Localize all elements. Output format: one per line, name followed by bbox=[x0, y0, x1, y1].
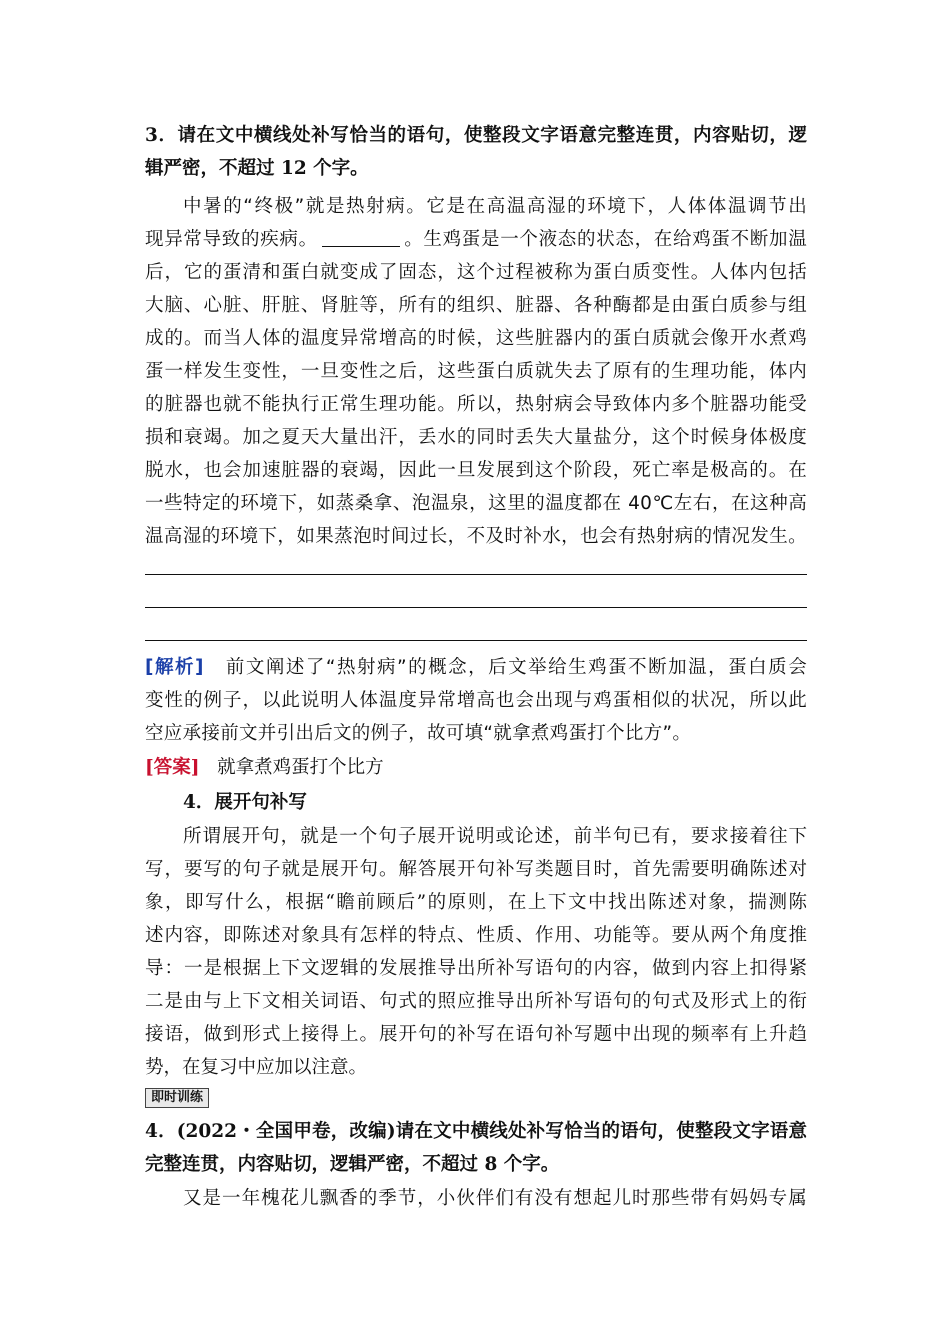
body-line: 象，即写什么，根据“瞻前顾后”的原则，在上下文中找出陈述对象，揣测陈 bbox=[145, 892, 807, 913]
body-line: 述内容，即陈述对象具有怎样的特点、性质、作用、功能等。要从两个角度推 bbox=[145, 925, 807, 946]
passage-line: 大脑、心脏、肝脏、肾脏等，所有的组织、脏器、各种酶都是由蛋白质参与组 bbox=[145, 295, 807, 316]
passage-line: 损和衰竭。加之夏天大量出汗，丢水的同时丢失大量盐分，这个时候身体极度 bbox=[145, 427, 807, 448]
q4-source: 4．(2022・全国甲卷，改编) bbox=[145, 1121, 396, 1142]
passage-line: 的脏器也就不能执行正常生理功能。所以，热射病会导致体内多个脏器功能受 bbox=[145, 394, 807, 415]
analysis-line: 变性的例子，以此说明人体温度异常增高也会出现与鸡蛋相似的状况，所以此 bbox=[145, 690, 807, 711]
analysis-line: 空应承接前文并引出后文的例子，故可填“就拿煮鸡蛋打个比方”。 bbox=[145, 723, 692, 744]
question-3-stem bbox=[145, 119, 807, 185]
answer-line[interactable] bbox=[145, 583, 807, 616]
analysis-label: [解析] bbox=[145, 657, 204, 678]
body-line: 势，在复习中应加以注意。 bbox=[145, 1057, 368, 1078]
q3-stem-line: 辑严密，不超过 12 个字。 bbox=[145, 158, 369, 179]
practice-tag: 即时训练 bbox=[145, 1088, 209, 1108]
body-line: 二是由与上下文相关词语、句式的照应推导出所补写语句的句式及形式上的衔 bbox=[145, 991, 807, 1012]
answer-block bbox=[145, 751, 807, 784]
analysis-text: 前文阐述了“热射病”的概念，后文举给生鸡蛋不断加温，蛋白质会 bbox=[225, 657, 807, 678]
analysis-block bbox=[145, 651, 807, 750]
answer-line[interactable] bbox=[145, 616, 807, 649]
passage-line: 脱水，也会加速脏器的衰竭，因此一旦发展到这个阶段，死亡率是极高的。在 bbox=[145, 460, 807, 481]
fill-in-blank[interactable] bbox=[322, 226, 400, 247]
passage-line: 蛋一样发生变性，一旦变性之后，这些蛋白质就失去了原有的生理功能，体内 bbox=[145, 361, 807, 382]
passage-text: 。生鸡蛋是一个液态的状态，在给鸡蛋不断加温 bbox=[403, 229, 807, 250]
passage-line: 一些特定的环境下，如蒸桑拿、泡温泉，这里的温度都在 40℃左右，在这种高 bbox=[145, 493, 807, 514]
q4-stem-text: 请在文中横线处补写恰当的语句，使整段文字语意 bbox=[395, 1121, 807, 1142]
question-4 bbox=[145, 1115, 807, 1181]
answer-line[interactable] bbox=[145, 550, 807, 583]
section-4-body bbox=[145, 820, 807, 1084]
question-4-passage bbox=[145, 1182, 807, 1215]
q3-stem-line: 3．请在文中横线处补写恰当的语句，使整段文字语意完整连贯，内容贴切，逻 bbox=[145, 125, 807, 146]
passage-line: 又是一年槐花儿飘香的季节，小伙伴们有没有想起儿时那些带有妈妈专属 bbox=[183, 1188, 807, 1209]
body-line: 所谓展开句，就是一个句子展开说明或论述，前半句已有，要求接着往下 bbox=[183, 826, 807, 847]
answer-label: [答案] bbox=[145, 757, 200, 778]
passage-line: 后，它的蛋清和蛋白就变成了固态，这个过程被称为蛋白质变性。人体内包括 bbox=[145, 262, 807, 283]
body-line: 接语，做到形式上接得上。展开句的补写在语句补写题中出现的频率有上升趋 bbox=[145, 1024, 807, 1045]
passage-line: 温高湿的环境下，如果蒸泡时间过长，不及时补水，也会有热射病的情况发生。 bbox=[145, 526, 807, 547]
q4-stem-line bbox=[145, 1115, 807, 1148]
passage-line: 中暑的“终极”就是热射病。它是在高温高湿的环境下，人体体温调节出 bbox=[183, 196, 807, 217]
answer-text: 就拿煮鸡蛋打个比方 bbox=[217, 757, 384, 778]
passage-text: 现异常导致的疾病。 bbox=[145, 229, 318, 250]
body-line: 导：一是根据上下文逻辑的发展推导出所补写语句的内容，做到内容上扣得紧 bbox=[145, 958, 807, 979]
analysis-line bbox=[145, 651, 807, 684]
body-line: 写，要写的句子就是展开句。解答展开句补写类题目时，首先需要明确陈述对 bbox=[145, 859, 807, 880]
passage-line-with-blank bbox=[145, 223, 807, 256]
question-3-passage bbox=[145, 190, 807, 553]
answer-line-text bbox=[145, 751, 807, 784]
section-heading: 4．展开句补写 bbox=[183, 792, 307, 813]
q4-stem-line: 完整连贯，内容贴切，逻辑严密，不超过 8 个字。 bbox=[145, 1154, 560, 1175]
passage-line: 成的。而当人体的温度异常增高的时候，这些脏器内的蛋白质就会像开水煮鸡 bbox=[145, 328, 807, 349]
answer-lines[interactable] bbox=[145, 550, 807, 649]
practice-tag-row bbox=[145, 1086, 807, 1108]
section-4 bbox=[145, 786, 807, 819]
